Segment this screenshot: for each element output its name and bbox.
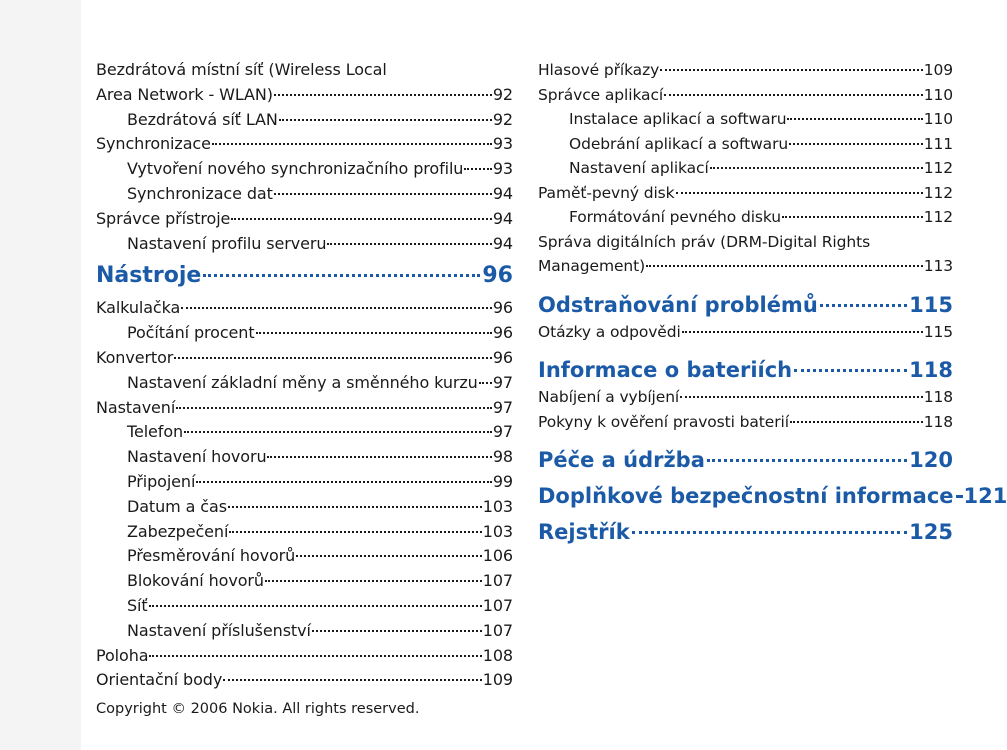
toc-entry-title: Správce přístroje: [96, 208, 231, 228]
dot-leader: [279, 119, 492, 121]
dot-leader: [256, 332, 492, 334]
dot-leader: [184, 431, 492, 433]
dot-leader: [267, 456, 491, 458]
toc-entry-title: Area Network - WLAN): [96, 84, 273, 104]
toc-entry-page: 97: [492, 422, 513, 442]
toc-entries-group: [96, 296, 513, 693]
toc-section-heading-tools[interactable]: [96, 260, 513, 292]
toc-entry-title: Orientační body: [96, 670, 223, 690]
toc-entry[interactable]: [96, 569, 513, 594]
toc-entries-group: [96, 83, 513, 257]
toc-entry-page: 112: [923, 183, 953, 202]
toc-entry-title: Synchronizace dat: [127, 183, 273, 203]
dot-leader: [174, 357, 492, 359]
toc-entry-title: Blokování hovorů: [127, 571, 264, 591]
dot-leader: [265, 580, 482, 582]
toc-entry-page: 110: [923, 85, 953, 104]
dot-leader: [710, 167, 923, 169]
toc-entry[interactable]: [538, 385, 953, 410]
toc-entry-page: 97: [492, 397, 513, 417]
toc-entry-title: Nastavení aplikací: [569, 159, 709, 177]
toc-entry-title: Počítání procent: [127, 323, 255, 343]
toc-entry-page: 96: [492, 347, 513, 367]
dot-leader: [664, 94, 923, 96]
toc-entry-page: 107: [482, 595, 513, 615]
heading-title: Informace o bateriích: [538, 358, 793, 382]
heading-title: Rejstřík: [538, 520, 630, 544]
toc-entry-title: Synchronizace: [96, 134, 211, 154]
toc-left-column: [96, 58, 513, 693]
toc-entry-page: 107: [482, 571, 513, 591]
dot-leader: [956, 495, 962, 498]
dot-leader: [794, 369, 907, 372]
heading-title: Odstraňování problémů: [538, 292, 818, 317]
toc-entry-page: 115: [923, 322, 953, 341]
dot-leader: [646, 265, 923, 267]
heading-title: Doplňkové bezpečnostní informace: [538, 484, 954, 508]
dot-leader: [464, 168, 491, 170]
spacer: [538, 344, 953, 355]
toc-entry[interactable]: [96, 619, 513, 644]
toc-entry-title: Otázky a odpovědi: [538, 322, 681, 341]
toc-entry-page: 92: [492, 84, 513, 104]
toc-entry[interactable]: [96, 445, 513, 470]
toc-entry[interactable]: [96, 470, 513, 495]
spacer: [538, 434, 953, 445]
toc-entry[interactable]: [96, 321, 513, 346]
toc-section-heading-care[interactable]: [538, 445, 953, 475]
toc-entry[interactable]: [96, 232, 513, 257]
dot-leader: [782, 216, 923, 218]
toc-entry[interactable]: [96, 668, 513, 693]
toc-entry[interactable]: [538, 254, 953, 279]
toc-entry[interactable]: [538, 156, 953, 181]
toc-entry[interactable]: [96, 644, 513, 669]
toc-section-heading-index[interactable]: [538, 517, 953, 547]
heading-page-number: 125: [909, 520, 953, 544]
toc-entry-title: Poloha: [96, 645, 149, 665]
toc-entry[interactable]: [96, 371, 513, 396]
heading-page-number: 120: [909, 448, 953, 472]
dot-leader: [787, 118, 922, 120]
toc-entry[interactable]: [96, 346, 513, 371]
toc-section-heading-battery[interactable]: [538, 355, 953, 385]
dot-leader: [682, 331, 923, 333]
toc-entry[interactable]: [96, 83, 513, 108]
copyright-notice: Copyright © 2006 Nokia. All rights reserved.: [96, 701, 420, 717]
toc-entry-page: 109: [923, 61, 953, 79]
toc-entry-page: 96: [492, 323, 513, 343]
toc-entry[interactable]: [96, 495, 513, 520]
dot-leader: [181, 307, 492, 309]
toc-entry-page: 118: [923, 388, 953, 406]
toc-entry-page: 94: [492, 233, 513, 253]
toc-entry[interactable]: [96, 296, 513, 321]
toc-entry-title: Síť: [127, 595, 148, 615]
toc-entry-page: 96: [492, 298, 513, 318]
dot-leader: [223, 679, 482, 681]
toc-entry-page: 107: [482, 620, 513, 640]
toc-entry-title: Telefon: [127, 422, 184, 442]
toc-entry-title: Pokyny k ověření pravosti baterií: [538, 412, 789, 431]
dot-leader: [274, 193, 492, 195]
toc-entry[interactable]: [96, 544, 513, 569]
toc-entry[interactable]: [96, 396, 513, 421]
heading-page-number: 118: [909, 358, 953, 382]
dot-leader: [820, 304, 907, 307]
toc-entry[interactable]: [96, 182, 513, 207]
dot-leader: [327, 243, 491, 245]
toc-entry[interactable]: [538, 205, 953, 230]
toc-entry-line[interactable]: Bezdrátová místní síť (Wireless Local: [96, 60, 387, 79]
toc-entry-line[interactable]: Správa digitálních práv (DRM-Digital Rights: [538, 232, 871, 251]
toc-entry-page: 110: [923, 110, 953, 128]
dot-leader: [312, 630, 482, 632]
dot-leader: [149, 605, 482, 607]
toc-section-heading-troubleshooting[interactable]: [538, 290, 953, 320]
toc-entry-title: Paměť-pevný disk: [538, 183, 675, 202]
toc-entry[interactable]: [538, 58, 953, 83]
toc-entry-title: Datum a čas: [127, 496, 227, 516]
dot-leader: [707, 459, 907, 462]
toc-entry-title: Vytvoření nového synchronizačního profilu: [127, 159, 464, 179]
toc-entry[interactable]: [96, 420, 513, 445]
toc-entry-page: 112: [923, 159, 953, 177]
heading-title: Péče a údržba: [538, 448, 705, 472]
toc-entry-title: Přesměrování hovorů: [127, 546, 296, 566]
toc-entry-title: Odebrání aplikací a softwaru: [569, 134, 789, 153]
toc-entry-title: Hlasové příkazy: [538, 61, 660, 79]
toc-entry[interactable]: [96, 520, 513, 545]
dot-leader: [229, 531, 481, 533]
toc-entry-title: Nastavení základní měny a směnného kurzu: [127, 372, 478, 392]
toc-entry-page: 106: [482, 546, 513, 566]
page-margin-strip: [0, 0, 81, 750]
dot-leader: [149, 655, 481, 657]
dot-leader: [789, 143, 923, 145]
dot-leader: [479, 382, 492, 384]
toc-section-heading-safety[interactable]: [538, 481, 1007, 511]
dot-leader: [632, 531, 907, 534]
toc-entry-title: Nastavení profilu serveru: [127, 233, 327, 253]
dot-leader: [660, 69, 923, 71]
dot-leader: [296, 555, 482, 557]
toc-entry[interactable]: [538, 132, 953, 157]
toc-entry[interactable]: [96, 594, 513, 619]
toc-entry-title: Bezdrátová síť LAN: [127, 109, 278, 129]
toc-entry-title: Nabíjení a vybíjení: [538, 388, 680, 406]
dot-leader: [231, 218, 492, 220]
toc-right-column: [538, 58, 1007, 547]
heading-page-number: 96: [482, 263, 513, 289]
toc-entry[interactable]: [96, 108, 513, 133]
toc-entry-title: Formátování pevného disku: [569, 208, 782, 226]
toc-entry-title: Připojení: [127, 471, 196, 491]
toc-entry-page: 97: [492, 372, 513, 392]
toc-entry-page: 92: [492, 109, 513, 129]
dot-leader: [212, 143, 492, 145]
toc-entry-title: Konvertor: [96, 347, 174, 367]
toc-entry-page: 112: [923, 208, 953, 226]
toc-entry[interactable]: [538, 410, 953, 435]
dot-leader: [176, 407, 492, 409]
toc-entry-title: Nastavení hovoru: [127, 447, 267, 467]
toc-entry-title: Nastavení: [96, 397, 176, 417]
heading-page-number: 121: [963, 484, 1007, 508]
toc-entry-title: Správce aplikací: [538, 85, 664, 104]
toc-entry-title: Nastavení příslušenství: [127, 620, 311, 640]
toc-entry[interactable]: [538, 107, 953, 132]
toc-entry-title: Kalkulačka: [96, 298, 181, 318]
toc-entry[interactable]: [538, 83, 953, 108]
toc-entry-page: 103: [482, 521, 513, 541]
dot-leader: [790, 421, 923, 423]
heading-page-number: 115: [909, 292, 953, 317]
toc-entry-page: 113: [923, 257, 953, 275]
dot-leader: [196, 481, 492, 483]
toc-entry-page: 103: [482, 496, 513, 516]
toc-entry-page: 111: [923, 134, 953, 153]
toc-entries-group: [538, 58, 953, 230]
heading-title: Nástroje: [96, 263, 202, 289]
dot-leader: [228, 506, 482, 508]
toc-entry[interactable]: [538, 181, 953, 206]
toc-entry-page: 94: [492, 208, 513, 228]
toc-entry-page: 98: [492, 447, 513, 467]
toc-entry[interactable]: [96, 207, 513, 232]
toc-entry-title: Zabezpečení: [127, 521, 229, 541]
spacer: [538, 279, 953, 290]
toc-entry-page: 93: [492, 134, 513, 154]
toc-entry[interactable]: [96, 157, 513, 182]
toc-entry-page: 94: [492, 183, 513, 203]
dot-leader: [680, 396, 923, 398]
toc-entry-page: 108: [482, 645, 513, 665]
toc-entry-page: 109: [482, 670, 513, 690]
toc-entry-page: 118: [923, 412, 953, 431]
dot-leader: [676, 192, 923, 194]
toc-entry-page: 93: [492, 159, 513, 179]
toc-entry[interactable]: [538, 320, 953, 345]
toc-entry-page: 99: [492, 471, 513, 491]
toc-entry-title: Management): [538, 257, 646, 275]
dot-leader: [274, 94, 492, 96]
dot-leader: [203, 274, 480, 277]
toc-entry-title: Instalace aplikací a softwaru: [569, 110, 787, 128]
toc-entry[interactable]: [96, 132, 513, 157]
